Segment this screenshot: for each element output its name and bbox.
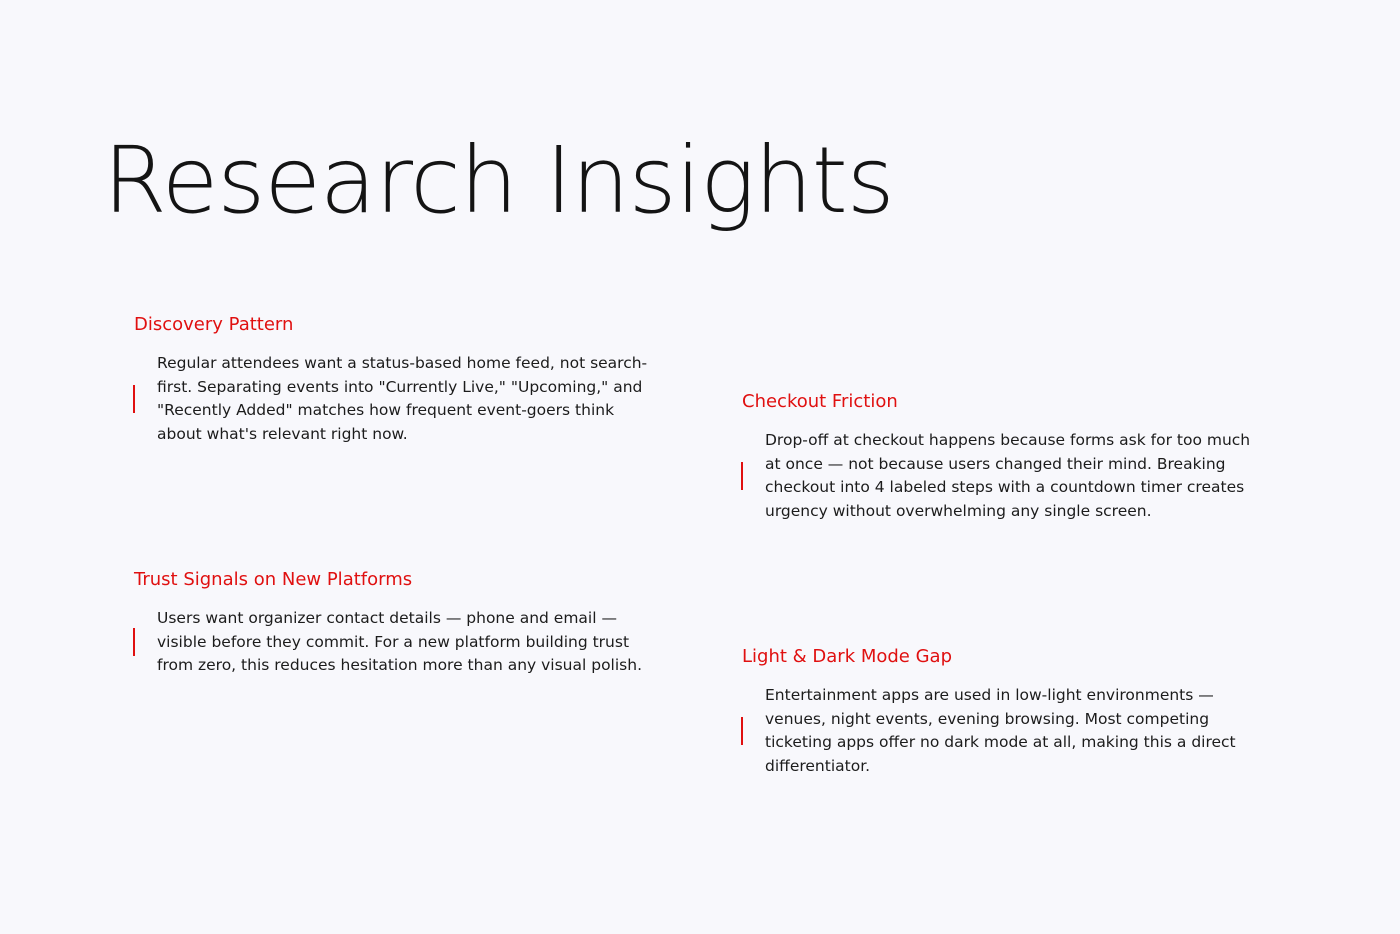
insight-text: Entertainment apps are used in low-light environments — venues, night events, evening browsing. Most competing ticketing apps offer no dark mode at all, making this a direct differentiator. bbox=[765, 686, 1236, 775]
insight-body bbox=[134, 352, 654, 446]
insight-text: Drop-off at checkout happens because forms ask for too much at once — not because users changed their mind. Breaking checkout into 4 labeled steps with a countdown timer creates urgency without overwhelming any single screen. bbox=[765, 431, 1251, 520]
insight-heading: Trust Signals on New Platforms bbox=[134, 569, 413, 590]
insight-heading: Light & Dark Mode Gap bbox=[742, 646, 953, 667]
insight-light-dark-mode-gap bbox=[742, 644, 1267, 778]
accent-bar bbox=[741, 717, 743, 745]
insight-trust-signals bbox=[134, 567, 659, 678]
insight-text: Regular attendees want a status-based home feed, not search-first. Separating events into "Currently Live," "Upcoming," and "Recently Added" matches how frequent event-goers think about what's relevant right now. bbox=[157, 354, 648, 443]
accent-bar bbox=[133, 385, 135, 413]
insight-text: Users want organizer contact details — phone and email — visible before they commit. For a new platform building trust from zero, this reduces hesitation more than any visual polish. bbox=[157, 609, 642, 674]
insight-body bbox=[134, 607, 659, 678]
insight-discovery-pattern bbox=[134, 312, 654, 446]
insight-body bbox=[742, 684, 1267, 778]
accent-bar bbox=[133, 628, 135, 656]
insight-checkout-friction bbox=[742, 389, 1262, 523]
insight-heading: Discovery Pattern bbox=[134, 314, 294, 335]
insight-body bbox=[742, 429, 1262, 523]
accent-bar bbox=[741, 462, 743, 490]
insight-heading: Checkout Friction bbox=[742, 391, 898, 412]
page-title: Research Insights bbox=[103, 127, 894, 234]
